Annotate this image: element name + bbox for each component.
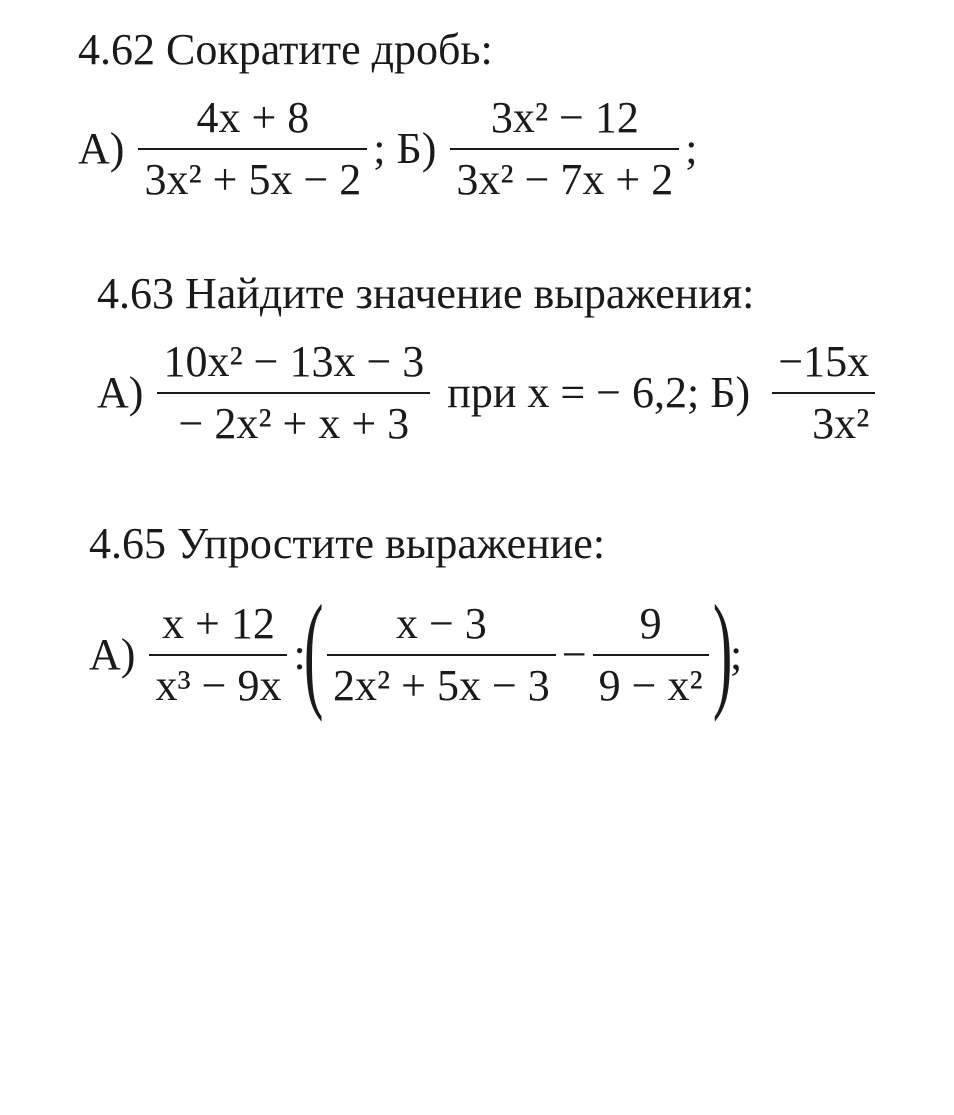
fraction-numerator: 3x² − 12: [490, 93, 639, 142]
fraction-denominator: − 2x² + x + 3: [178, 399, 410, 448]
fraction-denominator: 3x² + 5x − 2: [144, 155, 362, 204]
fraction-b-partial: [772, 337, 875, 448]
right-paren: ): [712, 579, 733, 723]
problem-4-65-heading: 4.65 Упростите выражение:: [89, 519, 606, 568]
division-colon: :: [293, 630, 306, 679]
fraction-denominator: 3x²: [812, 399, 870, 448]
terminator: ;: [729, 630, 743, 679]
left-paren: (: [303, 579, 324, 723]
item-label-a: А): [89, 630, 136, 679]
fraction-1: [149, 599, 287, 710]
fraction-b: [450, 93, 679, 204]
fraction-a: [157, 337, 430, 448]
fraction-3: [593, 599, 709, 710]
condition-text: при x = − 6,2; Б): [436, 368, 751, 417]
item-label-a: А): [97, 368, 144, 417]
problem-4-63-heading: 4.63 Найдите значение выражения:: [97, 269, 755, 318]
fraction-numerator: 9: [639, 599, 662, 648]
fraction-denominator: 2x² + 5x − 3: [332, 661, 550, 710]
terminator: ;: [685, 124, 698, 173]
item-label-b: ; Б): [373, 124, 437, 173]
fraction-numerator: x + 12: [162, 599, 275, 648]
fraction-numerator: x − 3: [395, 599, 487, 648]
fraction-numerator: 4x + 8: [196, 93, 310, 142]
fraction-2: [327, 599, 556, 710]
fraction-a: [138, 93, 367, 204]
fraction-denominator: 9 − x²: [598, 661, 703, 710]
fraction-numerator: −15x: [778, 337, 870, 386]
item-label-a: А): [78, 124, 125, 173]
fraction-denominator: x³ − 9x: [155, 661, 282, 710]
problem-4-62-heading: 4.62 Сократите дробь:: [78, 25, 493, 74]
fraction-numerator: 10x² − 13x − 3: [163, 337, 425, 386]
problem-4-65-expression: [89, 579, 743, 723]
problem-4-62-expression: [78, 93, 698, 204]
problem-4-63-expression: [97, 337, 881, 448]
minus-sign: −: [561, 630, 587, 679]
fraction-denominator: 3x² − 7x + 2: [456, 155, 674, 204]
